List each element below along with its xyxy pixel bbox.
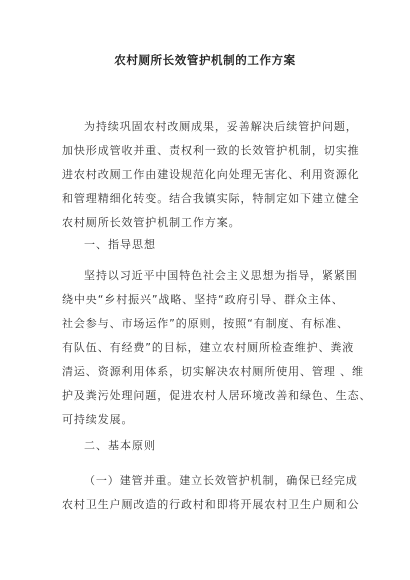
paragraph-line: 和管理精细化转变。结合我镇实际，特制定如下建立健全: [62, 192, 360, 205]
paragraph-line: 坚持以习近平中国特色社会主义思想为指导，紧紧围: [84, 269, 358, 282]
document-title: 农村厕所长效管护机制的工作方案: [114, 53, 296, 67]
paragraph-line: 进农村改厕工作由建设规范化向处理无害化、利用资源化: [62, 168, 360, 181]
section1-paragraph: [62, 264, 372, 432]
paragraph-line: 农村卫生户厕改造的行政村和即将开展农村卫生户厕和公: [62, 498, 360, 511]
section-heading-guiding-ideology: 一、指导思想: [84, 238, 156, 251]
paragraph-line: 绕中央“乡村振兴”战略、坚持“政府引导、群众主体、: [62, 293, 344, 306]
paragraph-line: 清运、资源利用体系，切实解决农村厕所使用、管理 、维: [62, 365, 364, 378]
paragraph-line: （一）建管并重。建立长效管护机制，确保已经完成: [84, 474, 358, 487]
intro-paragraph: [62, 115, 360, 235]
paragraph-line: 有队伍、有经费”的目标，建立农村厕所检查维护、粪液: [62, 341, 355, 354]
section-heading-basic-principles: 二、基本原则: [84, 439, 156, 452]
paragraph-line: 农村厕所长效管护机制工作方案。: [62, 216, 241, 229]
paragraph-line: 为持续巩固农村改厕成果，妥善解决后续管护问题，: [84, 120, 358, 133]
paragraph-line: 社会参与、市场运作”的原则，按照“有制度、有标准、: [62, 317, 349, 330]
paragraph-line: 加快形成管收并重、责权利一致的长效管护机制，切实推: [62, 144, 360, 157]
paragraph-line: 护及粪污处理问题，促进农村人居环境改善和绿色、生态、: [62, 389, 372, 402]
paragraph-line: 可持续发展。: [62, 413, 134, 426]
section2-paragraph: [62, 469, 360, 517]
